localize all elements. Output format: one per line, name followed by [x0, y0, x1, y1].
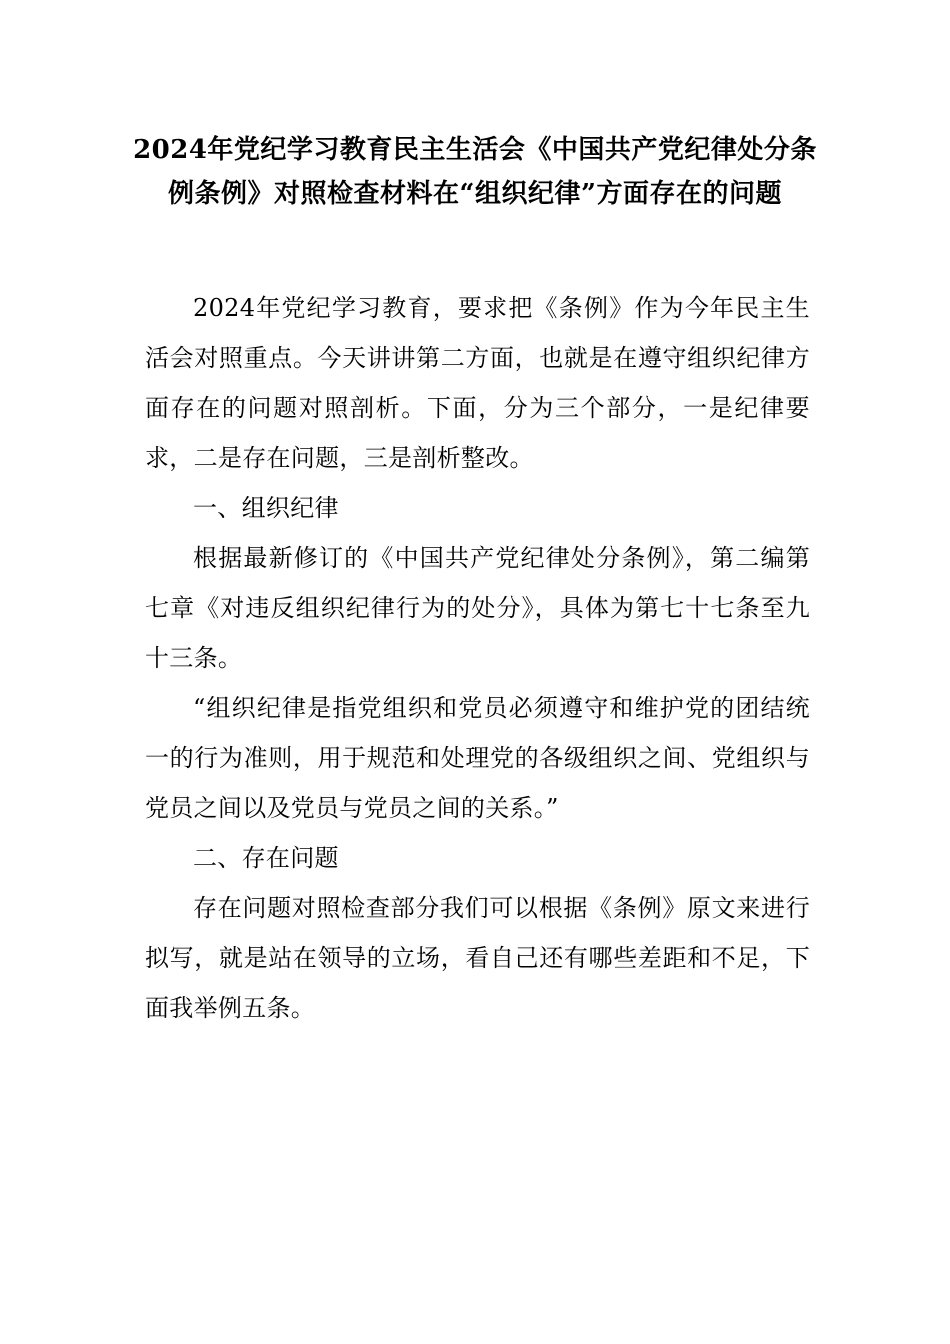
paragraph-problems-intro: 存在问题对照检查部分我们可以根据《条例》原文来进行拟写，就是站在领导的立场，看自己还有哪些差距和不足，下面我举例五条。: [145, 894, 810, 1022]
title-line-1: 2024年党纪学习教育民主生活会《中国共产党纪律处分条: [133, 135, 817, 165]
title-line-2: 例条例》对照检查材料在“组织纪律”方面存在的问题: [168, 179, 782, 209]
section-heading-organizational-discipline: 一、组织纪律: [193, 494, 339, 522]
document-body: [145, 283, 810, 1033]
paragraph-regulation-reference: 根据最新修订的《中国共产党纪律处分条例》，第二编第七章《对违反组织纪律行为的处分》，具体为第七十七条至九十三条。: [145, 544, 810, 672]
document-title: [120, 128, 830, 216]
section-heading-existing-problems: 二、存在问题: [193, 844, 339, 872]
paragraph-intro: 2024年党纪学习教育，要求把《条例》作为今年民主生活会对照重点。今天讲讲第二方面，也就是在遵守组织纪律方面存在的问题对照剖析。下面，分为三个部分，一是纪律要求，二是存在问题，三是剖析整改。: [145, 294, 810, 472]
paragraph-definition-quote: “组织纪律是指党组织和党员必须遵守和维护党的团结统一的行为准则，用于规范和处理党的各级组织之间、党组织与党员之间以及党员与党员之间的关系。”: [145, 694, 810, 822]
